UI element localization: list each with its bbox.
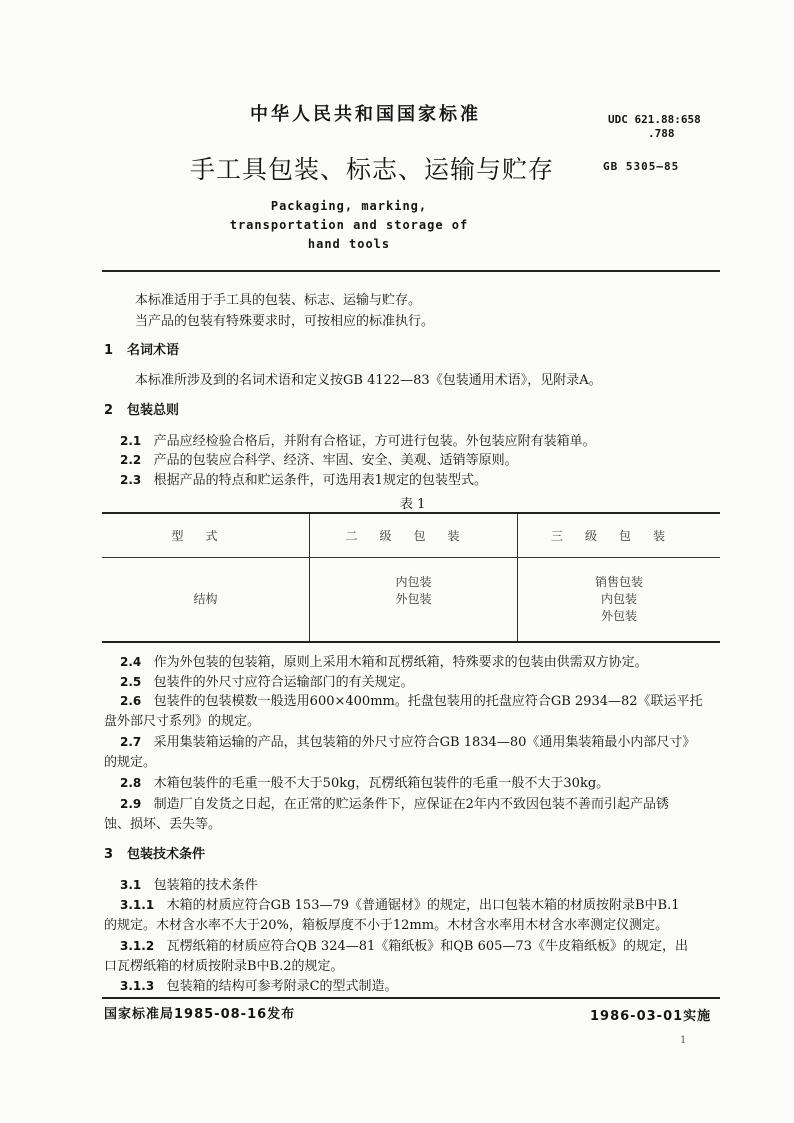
intro-line-1: 本标准适用于手工具的包装、标志、运输与贮存。 — [135, 293, 422, 308]
clause-2-6-number: 2.6 — [120, 694, 142, 708]
section-2-title: 包装总则 — [127, 403, 180, 418]
clause-3-1-1-text: 木箱的材质应符合GB 153—79《普通锯材》的规定，出口包装木箱的材质按附录B中B.1 — [166, 898, 680, 913]
table-cell-item: 内包装 — [395, 575, 432, 589]
table-row-label: 结构 — [102, 558, 310, 643]
clause-2-4-text: 作为外包装的包装箱，原则上采用木箱和瓦楞纸箱，特殊要求的包装由供需双方协定。 — [153, 655, 648, 670]
issue-date: 国家标准局1985-08-16发布 — [104, 1007, 296, 1022]
clause-2-3 — [120, 469, 487, 488]
clause-2-5 — [120, 671, 414, 690]
effective-date: 1986-03-01实施 — [590, 1009, 712, 1024]
clause-2-1-text: 产品应经检验合格后，并附有合格证，方可进行包装。外包装应附有装箱单。 — [153, 434, 596, 449]
table-header-secondary: 二级包装 — [310, 513, 518, 558]
table-row — [102, 558, 720, 643]
footer-divider — [102, 997, 720, 999]
udc-code: UDC 621.88:658 — [608, 113, 701, 126]
clause-3-1-3-text: 包装箱的结构可参考附录C的型式制造。 — [166, 979, 398, 994]
clause-2-7-number: 2.7 — [120, 735, 142, 749]
clause-2-8-number: 2.8 — [120, 776, 142, 790]
document-title-en: Packaging, marking, transportation and storage of hand tools — [229, 199, 469, 251]
gb-standard-number: GB 5305—85 — [603, 160, 680, 173]
document-title-cn: 手工具包装、标志、运输与贮存 — [190, 155, 555, 184]
clause-2-9 — [120, 793, 669, 812]
clause-2-6-continued: 盘外部尺寸系列》的规定。 — [104, 714, 261, 729]
table-header-tertiary: 三级包装 — [518, 513, 721, 558]
clause-2-1 — [120, 430, 596, 449]
clause-2-5-text: 包装件的外尺寸应符合运输部门的有关规定。 — [153, 675, 414, 690]
section-1-heading — [104, 339, 179, 358]
clause-2-1-number: 2.1 — [120, 434, 142, 448]
clause-2-5-number: 2.5 — [120, 675, 142, 689]
clause-2-7-text: 采用集装箱运输的产品，其包装箱的外尺寸应符合GB 1834—80《通用集装箱最小内部尺寸》 — [153, 735, 696, 750]
clause-3-1-2-number: 3.1.2 — [120, 939, 155, 953]
clause-2-9-text: 制造厂自发货之日起，在正常的贮运条件下，应保证在2年内不致因包装不善而引起产品锈 — [153, 797, 669, 812]
clause-2-4-number: 2.4 — [120, 655, 142, 669]
clause-2-4 — [120, 651, 648, 670]
section-3-number: 3 — [104, 847, 114, 862]
clause-2-6-text: 包装件的包装模数一般选用600×400mm。托盘包装用的托盘应符合GB 2934—82《联运平托 — [153, 694, 703, 709]
clause-2-9-number: 2.9 — [120, 797, 142, 811]
clause-2-3-text: 根据产品的特点和贮运条件，可选用表1规定的包装型式。 — [153, 473, 487, 488]
table-cell-secondary — [310, 558, 518, 643]
table-cell-item: 外包装 — [395, 592, 432, 606]
clause-2-2-text: 产品的包装应合科学、经济、牢固、安全、美观、适销等原则。 — [153, 453, 518, 468]
clause-2-9-continued: 蚀、损坏、丢失等。 — [104, 817, 222, 832]
clause-3-1-2-continued: 口瓦楞纸箱的材质按附录B中B.2的规定。 — [104, 959, 344, 974]
packaging-type-table — [102, 512, 720, 643]
header-divider — [102, 270, 720, 272]
udc-code-continued: .788 — [648, 127, 675, 140]
clause-2-3-number: 2.3 — [120, 473, 142, 487]
page-number: 1 — [680, 1035, 687, 1046]
clause-3-1-2-text: 瓦楞纸箱的材质应符合QB 324—81《箱纸板》和QB 605—73《牛皮箱纸板》的规定，出 — [166, 939, 688, 954]
table-caption: 表 1 — [400, 497, 426, 512]
section-2-heading — [104, 399, 179, 418]
table-cell-tertiary — [518, 558, 721, 643]
clause-3-1 — [120, 874, 258, 893]
table-header-type: 型式 — [102, 513, 310, 558]
clause-3-1-2 — [120, 935, 688, 954]
table-cell-item: 销售包装 — [594, 575, 643, 589]
clause-3-1-1 — [120, 894, 680, 913]
table-cell-item: 外包装 — [600, 609, 637, 623]
clause-2-6 — [120, 690, 703, 709]
clause-3-1-1-number: 3.1.1 — [120, 898, 155, 912]
clause-2-7 — [120, 731, 695, 750]
clause-2-2-number: 2.2 — [120, 453, 142, 467]
clause-3-1-number: 3.1 — [120, 878, 142, 892]
standard-org-heading: 中华人民共和国国家标准 — [250, 104, 481, 125]
table-cell-item: 内包装 — [600, 592, 637, 606]
clause-2-8-text: 木箱包装件的毛重一般不大于50kg，瓦楞纸箱包装件的毛重一般不大于30kg。 — [153, 776, 610, 791]
intro-line-2: 当产品的包装有特殊要求时，可按相应的标准执行。 — [135, 314, 435, 329]
section-3-title: 包装技术条件 — [127, 847, 206, 862]
table-header-row — [102, 513, 720, 558]
clause-2-8 — [120, 772, 609, 791]
section-2-number: 2 — [104, 403, 114, 418]
section-1-number: 1 — [104, 343, 114, 358]
section-1-text: 本标准所涉及到的名词术语和定义按GB 4122—83《包装通用术语》，见附录A。 — [135, 373, 602, 388]
section-3-heading — [104, 843, 205, 862]
clause-2-7-continued: 的规定。 — [104, 755, 157, 770]
clause-3-1-text: 包装箱的技术条件 — [153, 878, 258, 893]
clause-2-2 — [120, 449, 518, 468]
section-1-title: 名词术语 — [127, 343, 180, 358]
clause-3-1-1-continued: 的规定。木材含水率不大于20%，箱板厚度不小于12mm。木材含水率用木材含水率测定仪测定。 — [104, 918, 669, 933]
clause-3-1-3-number: 3.1.3 — [120, 979, 155, 993]
clause-3-1-3 — [120, 975, 398, 994]
